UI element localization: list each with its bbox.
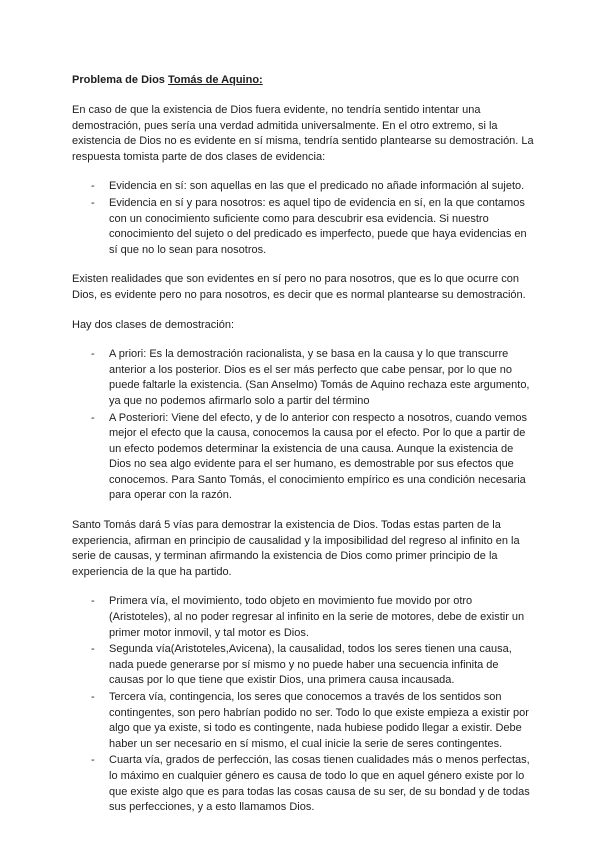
title-prefix: Problema de Dios xyxy=(72,74,168,86)
list-item: - Evidencia en sí: son aquellas en las que el predicado no añade información al sujeto. xyxy=(72,179,536,195)
paragraph-intro: En caso de que la existencia de Dios fuera evidente, no tendría sentido intentar una demostración, pues sería una verdad admitida universalmente. En el otro extremo, si la existencia de Dios no es evidente en sí misma, tendría sentido plantearse su demostración. La respuesta tomista parte de dos clases de evidencia: xyxy=(72,104,534,163)
list-item: - Cuarta vía, grados de perfección, las cosas tienen cualidades más o menos perfectas, lo máximo en cualquier género es causa de todo lo que en aquel género existe por lo que existe algo que es para todas las cosas causa de su ser, de su bondad y de todas sus perfecciones, y a esto llamamos Dios. xyxy=(72,753,536,815)
demonstration-list xyxy=(72,347,536,504)
list-item: - A Posteriori: Viene del efecto, y de lo anterior con respecto a nosotros, cuando vemos mejor el efecto que la causa, conocemos la causa por el efecto. Por lo que a partir de un efecto podemos determinar la existencia de una causa. Aunque la existencia de Dios no sea algo evidente para el ser humano, es demostrable por sus efectos que conocemos. Para Santo Tomás, el conocimiento empírico es una condición necesaria para operar con la razón. xyxy=(72,411,536,505)
document-title xyxy=(72,73,536,87)
list-item: - Primera vía, el movimiento, todo objeto en movimiento fue movido por otro (Aristoteles), al no poder regresar al infinito en la serie de motores, debe de existir un primer motor inmovil, y tal motor es Dios. xyxy=(72,594,536,641)
list-item: - Segunda vía(Aristoteles,Avicena), la causalidad, todos los seres tienen una causa, nada puede generarse por sí mismo y no puede haber una secuencia infinita de causas por lo que tiene que existir Dios, una primera causa incausada. xyxy=(72,642,536,689)
paragraph-demonstration: Hay dos clases de demostración: xyxy=(72,318,235,331)
list-item: - A priori: Es la demostración racionalista, y se basa en la causa y lo que transcurre anterior a los posterior. Dios es el ser más perfecto que cabe pensar, por lo que no puede faltarle la existencia. (San Anselmo) Tomás de Aquino rechaza este argumento, ya que no podemos afirmarlo solo a partir del término xyxy=(72,347,536,409)
paragraph-vias: Santo Tomás dará 5 vías para demostrar la existencia de Dios. Todas estas parten de la experiencia, afirman en principio de causalidad y la imposibilidad del regreso al infinito en la serie de causas, y terminan afirmando la existencia de Dios como primer principio de la experiencia de la que ha partido. xyxy=(72,519,520,578)
title-link[interactable]: Tomás de Aquino: xyxy=(167,74,263,86)
vias-list xyxy=(72,594,536,815)
list-item: - Evidencia en sí y para nosotros: es aquel tipo de evidencia en sí, en la que contamos con un conocimiento suficiente como para descubrir esa evidencia. Si nuestro conocimiento del sujeto o del predicado es imperfecto, puede que haya evidencias en sí que no lo sean para nosotros. xyxy=(72,196,536,258)
paragraph-evidence: Existen realidades que son evidentes en sí pero no para nosotros, que es lo que ocurre con Dios, es evidente pero no para nosotros, es decir que es normal plantearse su demostración. xyxy=(72,273,526,301)
list-item: - Tercera vía, contingencia, los seres que conocemos a través de los sentidos son contingentes, son pero habrían podido no ser. Todo lo que existe empieza a existir por algo que ya existe, si todo es contingente, nada hubiese podido llegar a existir. Debe haber un ser necesario en sí mismo, el cual inicie la serie de seres contingentes. xyxy=(72,690,536,752)
evidence-list xyxy=(72,179,536,258)
